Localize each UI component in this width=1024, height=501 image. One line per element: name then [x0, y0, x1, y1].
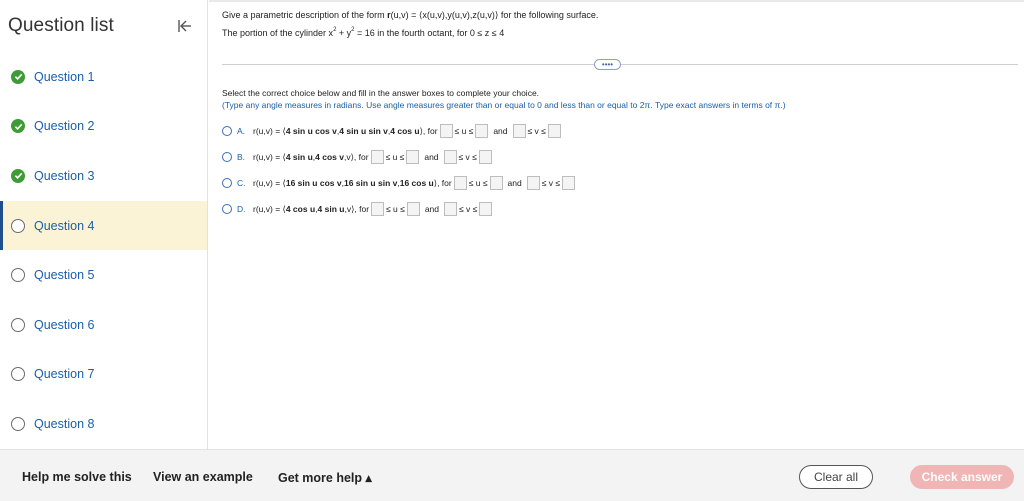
question-prompt — [222, 10, 598, 21]
and-text: and — [493, 126, 508, 136]
choice-text: r(u,v) = ⟨ — [253, 125, 286, 136]
question-item-8[interactable] — [0, 399, 207, 449]
choice-text: , — [312, 152, 316, 162]
le-v-text: ≤ v ≤ — [459, 204, 478, 214]
answer-box-u-lower[interactable] — [371, 202, 384, 216]
answer-box-u-upper[interactable] — [490, 176, 503, 190]
answer-box-u-upper[interactable] — [407, 202, 420, 216]
choice-expr: 4 cos v — [315, 152, 344, 162]
prompt-r-bold: r — [387, 10, 391, 20]
answer-box-v-lower[interactable] — [527, 176, 540, 190]
choice-expr: 16 sin u cos v — [285, 178, 342, 188]
question-label: Question 2 — [34, 119, 95, 134]
instruction-text: Select the correct choice below and fill in the answer boxes to complete your choice. — [222, 88, 540, 98]
choice-text: ,v⟩, for — [344, 203, 370, 214]
choice-expr: 4 cos u — [285, 204, 316, 214]
check-answer-button[interactable]: Check answer — [910, 465, 1014, 489]
footer-bar — [0, 449, 1024, 501]
choice-text: , — [336, 126, 340, 136]
choice-text: ,v⟩, for — [343, 151, 369, 162]
choice-c[interactable] — [222, 170, 577, 196]
radio-button[interactable] — [222, 152, 232, 162]
prompt-text: Give a parametric description of the form — [222, 10, 388, 20]
empty-circle-icon — [11, 268, 25, 282]
choice-letter: A. — [237, 126, 246, 136]
choice-text: , — [315, 204, 318, 214]
and-text: and — [424, 204, 439, 214]
le-v-text: ≤ v ≤ — [527, 126, 546, 136]
and-text: and — [507, 178, 522, 188]
question-label: Question 1 — [34, 69, 95, 84]
question-label: Question 8 — [34, 416, 95, 431]
question-item-4[interactable] — [0, 201, 207, 251]
exponent: 2 — [333, 27, 337, 33]
radio-button[interactable] — [222, 178, 232, 188]
radio-button[interactable] — [222, 126, 232, 136]
question-item-2[interactable] — [0, 102, 207, 152]
get-more-help-link[interactable]: Get more help ▴ — [278, 471, 372, 485]
answer-choices — [222, 118, 577, 222]
surface-text-2: + y — [336, 28, 352, 38]
answer-box-u-lower[interactable] — [371, 150, 384, 164]
le-v-text: ≤ v ≤ — [458, 152, 477, 162]
exponent: 2 — [351, 27, 355, 33]
choice-text: r(u,v) = ⟨ — [253, 151, 286, 162]
collapse-left-icon — [177, 18, 193, 34]
question-list-panel — [0, 0, 208, 449]
answer-box-v-lower[interactable] — [444, 150, 457, 164]
le-u-text: ≤ u ≤ — [454, 126, 474, 136]
le-v-text: ≤ v ≤ — [541, 178, 561, 188]
answer-box-v-upper[interactable] — [479, 150, 492, 164]
le-u-text: ≤ u ≤ — [468, 178, 488, 188]
choice-b[interactable] — [222, 144, 577, 170]
choice-letter: C. — [237, 178, 246, 188]
choice-expr: 16 cos u — [399, 178, 434, 188]
clear-all-button[interactable]: Clear all — [799, 465, 873, 489]
choice-expr: 4 cos u — [390, 126, 420, 136]
radio-button[interactable] — [222, 204, 232, 214]
choice-expr: 4 sin u cos v — [285, 126, 337, 136]
answer-box-u-upper[interactable] — [406, 150, 419, 164]
question-item-3[interactable] — [0, 151, 207, 201]
empty-circle-icon — [11, 367, 25, 381]
answer-box-v-lower[interactable] — [444, 202, 457, 216]
choice-text: , — [341, 178, 344, 188]
and-text: and — [424, 152, 439, 162]
question-content — [209, 0, 1024, 449]
question-item-7[interactable] — [0, 350, 207, 400]
question-label: Question 6 — [34, 317, 95, 332]
help-me-solve-link[interactable]: Help me solve this — [22, 470, 132, 484]
empty-circle-icon — [11, 318, 25, 332]
empty-circle-icon — [11, 219, 25, 233]
empty-circle-icon — [11, 417, 25, 431]
question-item-1[interactable] — [0, 52, 207, 102]
choice-text: ⟩, for — [433, 177, 452, 188]
le-u-text: ≤ u ≤ — [385, 152, 405, 162]
answer-box-u-lower[interactable] — [440, 124, 453, 138]
answer-box-u-upper[interactable] — [475, 124, 488, 138]
choice-a[interactable] — [222, 118, 577, 144]
collapse-panel-button[interactable] — [171, 12, 199, 40]
choice-text: , — [397, 178, 400, 188]
check-circle-icon — [11, 169, 25, 183]
choice-expr: 4 sin u sin v — [339, 126, 388, 136]
choice-letter: D. — [237, 204, 246, 214]
answer-box-u-lower[interactable] — [454, 176, 467, 190]
choice-text: ⟩, for — [419, 125, 438, 136]
answer-box-v-upper[interactable] — [479, 202, 492, 216]
choice-text: r(u,v) = ⟨ — [253, 203, 286, 214]
check-circle-icon — [11, 70, 25, 84]
surface-text-3: = 16 in the fourth octant, for 0 ≤ z ≤ 4 — [354, 28, 505, 38]
expand-more-button[interactable]: •••• — [594, 59, 621, 70]
le-u-text: ≤ u ≤ — [386, 204, 405, 214]
surface-description — [222, 28, 504, 38]
question-list-header — [0, 0, 207, 52]
choice-expr: 4 sin u — [317, 204, 345, 214]
surface-text-1: The portion of the cylinder x — [222, 28, 334, 38]
question-label: Question 5 — [34, 268, 95, 283]
question-label: Question 7 — [34, 367, 95, 382]
question-list-title: Question list — [8, 15, 114, 36]
choice-d[interactable] — [222, 196, 577, 222]
prompt-text-end: (u,v) = ⟨x(u,v),y(u,v),z(u,v)⟩ for the following surface. — [390, 10, 599, 20]
check-circle-icon — [11, 119, 25, 133]
question-item-5[interactable] — [0, 250, 207, 300]
question-list — [0, 52, 207, 449]
instruction-hint: (Type any angle measures in radians. Use angle measures greater than or equal to 0 and less than or equal to 2π. Type exact answers in terms of π.) — [222, 100, 786, 110]
choice-text: , — [387, 126, 391, 136]
question-label: Question 4 — [34, 218, 95, 233]
choice-letter: B. — [237, 152, 246, 162]
view-example-link[interactable]: View an example — [153, 470, 253, 484]
choice-expr: 4 sin u — [285, 152, 313, 162]
question-item-6[interactable] — [0, 300, 207, 350]
choice-text: r(u,v) = ⟨ — [253, 177, 286, 188]
answer-box-v-upper[interactable] — [548, 124, 561, 138]
question-label: Question 3 — [34, 168, 95, 183]
top-border — [209, 0, 1024, 2]
answer-box-v-upper[interactable] — [562, 176, 575, 190]
answer-box-v-lower[interactable] — [513, 124, 526, 138]
choice-expr: 16 sin u sin v — [343, 178, 398, 188]
